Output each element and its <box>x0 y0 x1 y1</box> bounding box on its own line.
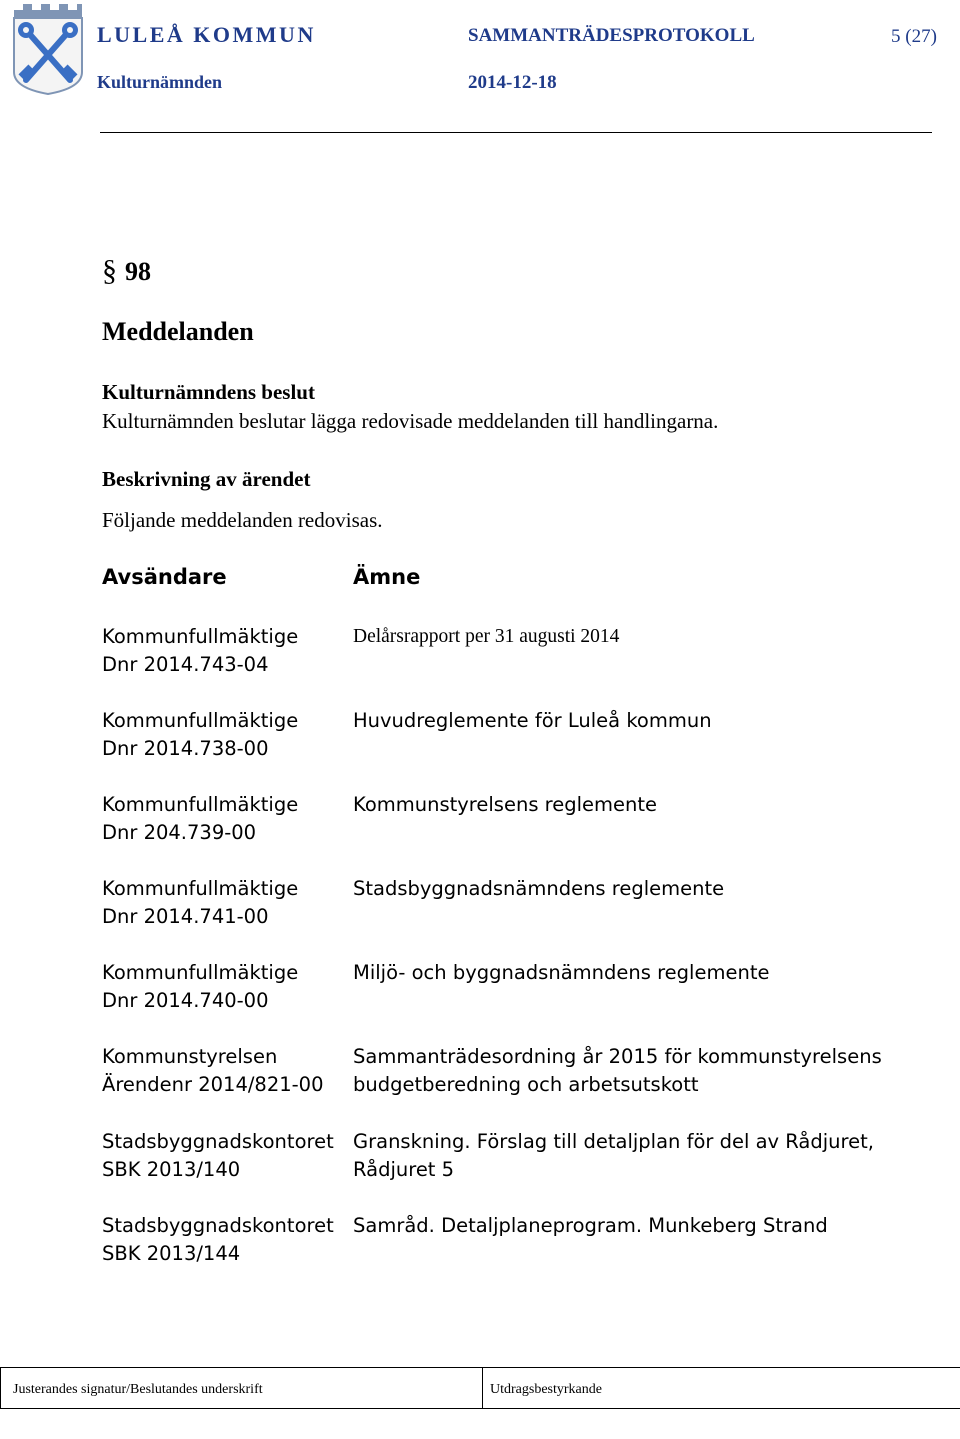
subject-line: Rådjuret 5 <box>353 1158 455 1181</box>
sender-name: Stadsbyggnadskontoret <box>102 1214 334 1237</box>
signature-label: Justerandes signatur/Beslutandes underskrift <box>13 1382 263 1397</box>
sender-name: Stadsbyggnadskontoret <box>102 1130 334 1153</box>
table-row <box>102 959 298 1015</box>
sender-reference: SBK 2013/140 <box>102 1158 241 1181</box>
subject-line: Samråd. Detaljplaneprogram. Munkeberg Strand <box>353 1214 828 1237</box>
lulea-coat-of-arms-icon <box>12 2 84 96</box>
subject-line: Miljö- och byggnadsnämndens reglemente <box>353 961 770 984</box>
table-row <box>102 1043 324 1099</box>
sender-name: Kommunfullmäktige <box>102 793 299 816</box>
decision-heading: Kulturnämndens beslut <box>102 380 315 404</box>
description-text: Följande meddelanden redovisas. <box>102 508 383 532</box>
table-row-subject <box>353 875 724 903</box>
subject-line: Kommunstyrelsens reglemente <box>353 793 658 816</box>
department-name: Kulturnämnden <box>97 72 223 92</box>
table-row <box>102 791 298 847</box>
sender-reference: Dnr 2014.743-04 <box>102 653 269 676</box>
subject-line: Stadsbyggnadsnämndens reglemente <box>353 877 725 900</box>
section-title: Meddelanden <box>102 317 254 346</box>
sender-reference: SBK 2013/144 <box>102 1242 241 1265</box>
table-row-subject <box>353 959 769 987</box>
certification-box <box>482 1368 960 1409</box>
sender-reference: Dnr 204.739-00 <box>102 821 257 844</box>
meeting-date: 2014-12-18 <box>468 72 557 93</box>
organization-name: LULEÅ KOMMUN <box>97 22 316 47</box>
subject-line: Sammanträdesordning år 2015 för kommunstyrelsens <box>353 1045 882 1068</box>
table-row-subject <box>353 1043 882 1099</box>
paragraph-number-value: 98 <box>125 257 151 286</box>
sender-name: Kommunfullmäktige <box>102 625 299 648</box>
column-header-sender: Avsändare <box>102 565 227 589</box>
decision-text: Kulturnämnden beslutar lägga redovisade meddelanden till handlingarna. <box>102 409 719 433</box>
sender-name: Kommunfullmäktige <box>102 877 299 900</box>
sender-reference: Dnr 2014.738-00 <box>102 737 269 760</box>
page-number: 5 (27) <box>891 26 937 47</box>
paragraph-symbol: § <box>102 254 117 287</box>
sender-reference: Ärendenr 2014/821-00 <box>102 1073 324 1096</box>
paragraph-number <box>102 254 151 288</box>
table-row-subject <box>353 1212 828 1240</box>
subject-line: Huvudreglemente för Luleå kommun <box>353 709 712 732</box>
document-type: SAMMANTRÄDESPROTOKOLL <box>468 25 755 46</box>
table-row <box>102 623 298 679</box>
table-row-subject <box>353 623 619 651</box>
sender-name: Kommunstyrelsen <box>102 1045 278 1068</box>
table-row-subject <box>353 707 712 735</box>
sender-reference: Dnr 2014.740-00 <box>102 989 269 1012</box>
signature-box <box>0 1368 483 1409</box>
column-header-subject: Ämne <box>353 565 421 589</box>
table-row-subject <box>353 1128 874 1184</box>
certification-label: Utdragsbestyrkande <box>490 1382 602 1397</box>
subject-line: Delårsrapport per 31 augusti 2014 <box>353 626 620 647</box>
sender-name: Kommunfullmäktige <box>102 709 299 732</box>
header-divider <box>100 132 932 133</box>
sender-name: Kommunfullmäktige <box>102 961 299 984</box>
table-row <box>102 1212 334 1268</box>
table-row <box>102 707 298 763</box>
subject-line: budgetberedning och arbetsutskott <box>353 1073 699 1096</box>
table-row <box>102 875 298 931</box>
table-row <box>102 1128 334 1184</box>
table-row-subject <box>353 791 657 819</box>
subject-line: Granskning. Förslag till detaljplan för del av Rådjuret, <box>353 1130 874 1153</box>
description-heading: Beskrivning av ärendet <box>102 467 311 491</box>
sender-reference: Dnr 2014.741-00 <box>102 905 269 928</box>
